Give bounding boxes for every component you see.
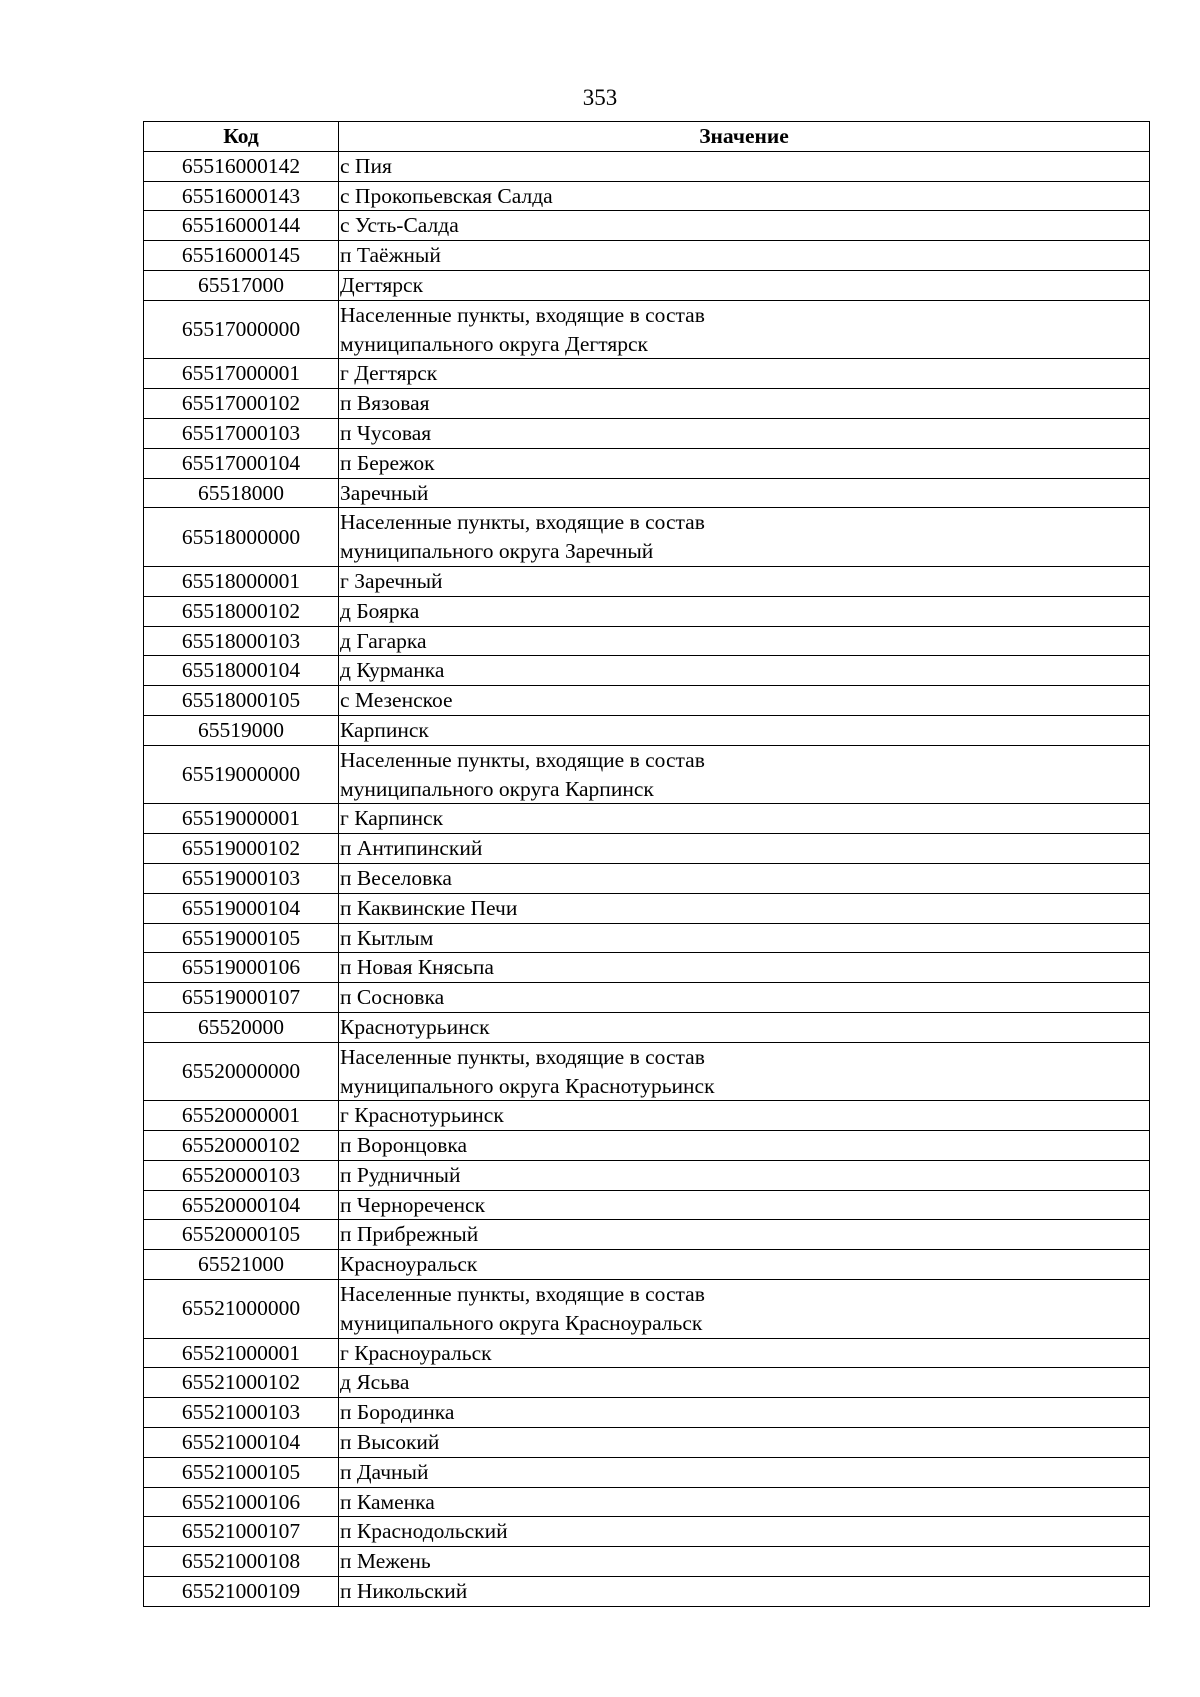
row-code: 65520000104 [144, 1190, 339, 1220]
row-code: 65521000106 [144, 1487, 339, 1517]
row-code: 65517000000 [144, 300, 339, 359]
row-value: п Чусовая [339, 418, 1150, 448]
table-row [144, 211, 1150, 241]
table-row [144, 656, 1150, 686]
row-value: п Каквинские Печи [339, 893, 1150, 923]
row-code: 65518000001 [144, 566, 339, 596]
row-code: 65521000001 [144, 1338, 339, 1368]
row-value: г Карпинск [339, 804, 1150, 834]
row-code: 65520000105 [144, 1220, 339, 1250]
row-code: 65520000102 [144, 1131, 339, 1161]
table-row [144, 804, 1150, 834]
table-row [144, 596, 1150, 626]
row-code: 65521000103 [144, 1398, 339, 1428]
row-value: Населенные пункты, входящие в состав муниципального округа Дегтярск [339, 300, 1150, 359]
row-code: 65521000 [144, 1250, 339, 1280]
row-value: с Прокопьевская Салда [339, 181, 1150, 211]
row-value: д Курманка [339, 656, 1150, 686]
row-code: 65521000108 [144, 1547, 339, 1577]
row-value: п Чернореченск [339, 1190, 1150, 1220]
row-value: п Антипинский [339, 834, 1150, 864]
row-value: Карпинск [339, 715, 1150, 745]
row-code: 65519000105 [144, 923, 339, 953]
row-value: д Гагарка [339, 626, 1150, 656]
table-row [144, 359, 1150, 389]
row-code: 65517000001 [144, 359, 339, 389]
row-code: 65519000103 [144, 863, 339, 893]
row-value: п Новая Княсьпа [339, 953, 1150, 983]
row-value: п Дачный [339, 1457, 1150, 1487]
row-value: Красноуральск [339, 1250, 1150, 1280]
row-value: Населенные пункты, входящие в состав муниципального округа Красноуральск [339, 1280, 1150, 1339]
row-code: 65516000142 [144, 151, 339, 181]
page-number: 353 [582, 85, 618, 110]
row-code: 65516000144 [144, 211, 339, 241]
row-value: п Бережок [339, 448, 1150, 478]
row-value: Дегтярск [339, 270, 1150, 300]
table-row [144, 1220, 1150, 1250]
table-row [144, 686, 1150, 716]
row-code: 65519000104 [144, 893, 339, 923]
table-row [144, 1547, 1150, 1577]
row-value: Населенные пункты, входящие в состав муниципального округа Краснотурьинск [339, 1042, 1150, 1101]
row-code: 65521000105 [144, 1457, 339, 1487]
code-table [143, 121, 1150, 1607]
row-code: 65518000105 [144, 686, 339, 716]
row-value: с Пия [339, 151, 1150, 181]
table-row [144, 953, 1150, 983]
table-row [144, 270, 1150, 300]
row-value: Населенные пункты, входящие в состав муниципального округа Карпинск [339, 745, 1150, 804]
row-value: п Кытлым [339, 923, 1150, 953]
table-row [144, 1131, 1150, 1161]
row-value: г Дегтярск [339, 359, 1150, 389]
table-row [144, 834, 1150, 864]
row-code: 65521000102 [144, 1368, 339, 1398]
row-code: 65517000102 [144, 389, 339, 419]
row-code: 65521000104 [144, 1428, 339, 1458]
row-value: г Краснотурьинск [339, 1101, 1150, 1131]
row-code: 65517000103 [144, 418, 339, 448]
row-code: 65517000104 [144, 448, 339, 478]
table-row [144, 1577, 1150, 1607]
table-row [144, 448, 1150, 478]
row-code: 65520000 [144, 1012, 339, 1042]
row-code: 65520000001 [144, 1101, 339, 1131]
row-code: 65520000000 [144, 1042, 339, 1101]
table-row [144, 1368, 1150, 1398]
row-value: п Прибрежный [339, 1220, 1150, 1250]
table-row [144, 893, 1150, 923]
row-code: 65519000106 [144, 953, 339, 983]
table-row [144, 566, 1150, 596]
table-row [144, 923, 1150, 953]
table-row [144, 389, 1150, 419]
row-code: 65519000107 [144, 983, 339, 1013]
table-header-row [144, 122, 1150, 152]
row-code: 65519000000 [144, 745, 339, 804]
row-code: 65516000145 [144, 241, 339, 271]
row-value: п Сосновка [339, 983, 1150, 1013]
table-row [144, 1012, 1150, 1042]
table-row [144, 1517, 1150, 1547]
table-row [144, 863, 1150, 893]
row-value: с Мезенское [339, 686, 1150, 716]
table-row [144, 508, 1150, 567]
table-row [144, 1280, 1150, 1339]
row-code: 65518000102 [144, 596, 339, 626]
table-row [144, 300, 1150, 359]
row-value: п Каменка [339, 1487, 1150, 1517]
row-value: п Воронцовка [339, 1131, 1150, 1161]
table-row [144, 1190, 1150, 1220]
row-code: 65519000102 [144, 834, 339, 864]
row-value: д Ясьва [339, 1368, 1150, 1398]
row-value: п Краснодольский [339, 1517, 1150, 1547]
row-value: Населенные пункты, входящие в состав муниципального округа Заречный [339, 508, 1150, 567]
row-value: д Боярка [339, 596, 1150, 626]
row-value: п Никольский [339, 1577, 1150, 1607]
row-code: 65518000104 [144, 656, 339, 686]
row-value: п Бородинка [339, 1398, 1150, 1428]
row-code: 65519000001 [144, 804, 339, 834]
row-value: г Заречный [339, 566, 1150, 596]
table-row [144, 478, 1150, 508]
table-row [144, 1160, 1150, 1190]
table-body [144, 151, 1150, 1606]
table-row [144, 151, 1150, 181]
table-row [144, 181, 1150, 211]
header-value: Значение [339, 122, 1150, 152]
row-code: 65519000 [144, 715, 339, 745]
row-code: 65521000109 [144, 1577, 339, 1607]
table-row [144, 1042, 1150, 1101]
table-row [144, 1428, 1150, 1458]
table-row [144, 418, 1150, 448]
row-value: Краснотурьинск [339, 1012, 1150, 1042]
table-row [144, 241, 1150, 271]
row-value: п Таёжный [339, 241, 1150, 271]
row-value: п Веселовка [339, 863, 1150, 893]
row-code: 65521000107 [144, 1517, 339, 1547]
row-code: 65518000 [144, 478, 339, 508]
row-value: п Высокий [339, 1428, 1150, 1458]
row-code: 65520000103 [144, 1160, 339, 1190]
row-code: 65518000103 [144, 626, 339, 656]
header-code: Код [144, 122, 339, 152]
row-value: Заречный [339, 478, 1150, 508]
table-row [144, 1398, 1150, 1428]
row-value: с Усть-Салда [339, 211, 1150, 241]
table-row [144, 1101, 1150, 1131]
table-row [144, 626, 1150, 656]
row-value: п Межень [339, 1547, 1150, 1577]
table-row [144, 1250, 1150, 1280]
row-value: г Красноуральск [339, 1338, 1150, 1368]
table-row [144, 745, 1150, 804]
table-row [144, 1457, 1150, 1487]
row-code: 65518000000 [144, 508, 339, 567]
table-row [144, 1487, 1150, 1517]
table-row [144, 983, 1150, 1013]
row-code: 65521000000 [144, 1280, 339, 1339]
row-code: 65517000 [144, 270, 339, 300]
row-value: п Рудничный [339, 1160, 1150, 1190]
row-value: п Вязовая [339, 389, 1150, 419]
row-code: 65516000143 [144, 181, 339, 211]
table-row [144, 1338, 1150, 1368]
table-row [144, 715, 1150, 745]
